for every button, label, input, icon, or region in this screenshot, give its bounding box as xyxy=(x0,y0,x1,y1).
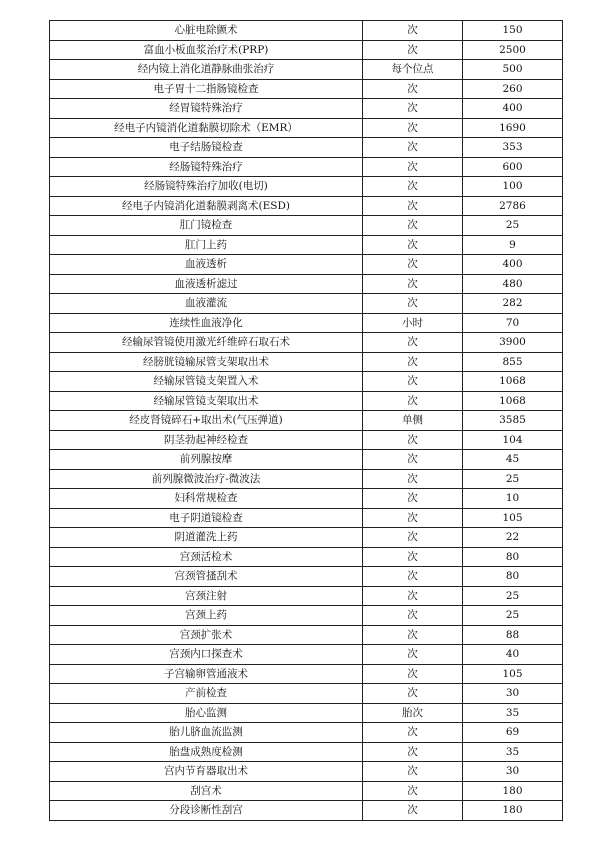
item-name-cell: 胎儿脐血流监测 xyxy=(50,723,363,743)
item-name-cell: 胎盘成熟度检测 xyxy=(50,742,363,762)
table-row xyxy=(50,625,563,645)
table-row xyxy=(50,723,563,743)
item-name-cell: 产前检查 xyxy=(50,684,363,704)
unit-cell: 次 xyxy=(363,21,463,41)
price-cell: 45 xyxy=(463,450,563,470)
table-row xyxy=(50,684,563,704)
unit-cell: 每个位点 xyxy=(363,60,463,80)
price-cell: 105 xyxy=(463,508,563,528)
item-name-cell: 阴道灌洗上药 xyxy=(50,528,363,548)
item-name-cell: 经输尿管镜使用激光纤维碎石取石术 xyxy=(50,333,363,353)
unit-cell: 单侧 xyxy=(363,411,463,431)
unit-cell: 次 xyxy=(363,99,463,119)
item-name-cell: 前列腺按摩 xyxy=(50,450,363,470)
price-cell: 9 xyxy=(463,235,563,255)
item-name-cell: 胎心监测 xyxy=(50,703,363,723)
item-name-cell: 心脏电除颤术 xyxy=(50,21,363,41)
unit-cell: 次 xyxy=(363,430,463,450)
price-cell: 400 xyxy=(463,255,563,275)
item-name-cell: 经胃镜特殊治疗 xyxy=(50,99,363,119)
price-cell: 25 xyxy=(463,469,563,489)
table-row xyxy=(50,274,563,294)
table-row xyxy=(50,138,563,158)
table-row xyxy=(50,645,563,665)
table-row xyxy=(50,430,563,450)
price-cell: 3585 xyxy=(463,411,563,431)
item-name-cell: 宫内节育器取出术 xyxy=(50,762,363,782)
table-row xyxy=(50,547,563,567)
item-name-cell: 电子结肠镜检查 xyxy=(50,138,363,158)
unit-cell: 次 xyxy=(363,801,463,821)
table-row xyxy=(50,801,563,821)
unit-cell: 次 xyxy=(363,157,463,177)
item-name-cell: 分段诊断性刮宫 xyxy=(50,801,363,821)
table-row xyxy=(50,40,563,60)
price-cell: 105 xyxy=(463,664,563,684)
table-row xyxy=(50,781,563,801)
table-row xyxy=(50,586,563,606)
table-row xyxy=(50,177,563,197)
price-cell: 30 xyxy=(463,684,563,704)
unit-cell: 次 xyxy=(363,489,463,509)
unit-cell: 次 xyxy=(363,781,463,801)
item-name-cell: 经电子内镜消化道黏膜切除术（EMR） xyxy=(50,118,363,138)
item-name-cell: 宫颈扩张术 xyxy=(50,625,363,645)
table-row xyxy=(50,255,563,275)
price-cell: 2500 xyxy=(463,40,563,60)
table-row xyxy=(50,216,563,236)
item-name-cell: 经内镜上消化道静脉曲张治疗 xyxy=(50,60,363,80)
price-cell: 282 xyxy=(463,294,563,314)
unit-cell: 次 xyxy=(363,547,463,567)
price-cell: 30 xyxy=(463,762,563,782)
unit-cell: 次 xyxy=(363,723,463,743)
price-cell: 100 xyxy=(463,177,563,197)
table-row xyxy=(50,528,563,548)
table-row xyxy=(50,118,563,138)
price-cell: 1068 xyxy=(463,391,563,411)
price-cell: 150 xyxy=(463,21,563,41)
unit-cell: 次 xyxy=(363,196,463,216)
price-cell: 10 xyxy=(463,489,563,509)
table-row xyxy=(50,742,563,762)
table-row xyxy=(50,664,563,684)
table-row xyxy=(50,333,563,353)
table-row xyxy=(50,450,563,470)
price-cell: 104 xyxy=(463,430,563,450)
price-cell: 25 xyxy=(463,606,563,626)
unit-cell: 次 xyxy=(363,645,463,665)
price-cell: 2786 xyxy=(463,196,563,216)
unit-cell: 次 xyxy=(363,625,463,645)
table-row xyxy=(50,79,563,99)
unit-cell: 次 xyxy=(363,372,463,392)
price-cell: 600 xyxy=(463,157,563,177)
table-row xyxy=(50,294,563,314)
unit-cell: 次 xyxy=(363,294,463,314)
table-row xyxy=(50,508,563,528)
price-cell: 69 xyxy=(463,723,563,743)
item-name-cell: 宫颈管搔刮术 xyxy=(50,567,363,587)
unit-cell: 次 xyxy=(363,664,463,684)
price-cell: 480 xyxy=(463,274,563,294)
item-name-cell: 经电子内镜消化道黏膜剥离术(ESD) xyxy=(50,196,363,216)
table-row xyxy=(50,235,563,255)
item-name-cell: 经肠镜特殊治疗加收(电切) xyxy=(50,177,363,197)
table-row xyxy=(50,21,563,41)
price-cell: 260 xyxy=(463,79,563,99)
unit-cell: 次 xyxy=(363,684,463,704)
item-name-cell: 富血小板血浆治疗术(PRP) xyxy=(50,40,363,60)
unit-cell: 次 xyxy=(363,40,463,60)
unit-cell: 次 xyxy=(363,235,463,255)
item-name-cell: 血液透析 xyxy=(50,255,363,275)
table-row xyxy=(50,157,563,177)
price-cell: 80 xyxy=(463,567,563,587)
unit-cell: 次 xyxy=(363,391,463,411)
fee-table-body xyxy=(50,21,563,821)
unit-cell: 次 xyxy=(363,333,463,353)
item-name-cell: 经肠镜特殊治疗 xyxy=(50,157,363,177)
price-cell: 25 xyxy=(463,586,563,606)
item-name-cell: 经输尿管镜支架置入术 xyxy=(50,372,363,392)
unit-cell: 次 xyxy=(363,586,463,606)
table-row xyxy=(50,372,563,392)
item-name-cell: 血液透析滤过 xyxy=(50,274,363,294)
item-name-cell: 宫颈上药 xyxy=(50,606,363,626)
price-cell: 855 xyxy=(463,352,563,372)
price-cell: 1068 xyxy=(463,372,563,392)
price-cell: 70 xyxy=(463,313,563,333)
table-row xyxy=(50,196,563,216)
fee-table xyxy=(49,20,563,821)
table-row xyxy=(50,391,563,411)
unit-cell: 次 xyxy=(363,79,463,99)
price-cell: 35 xyxy=(463,703,563,723)
unit-cell: 次 xyxy=(363,742,463,762)
item-name-cell: 刮宫术 xyxy=(50,781,363,801)
price-cell: 3900 xyxy=(463,333,563,353)
unit-cell: 次 xyxy=(363,177,463,197)
item-name-cell: 肛门镜检查 xyxy=(50,216,363,236)
item-name-cell: 经膀胱镜输尿管支架取出术 xyxy=(50,352,363,372)
unit-cell: 次 xyxy=(363,508,463,528)
item-name-cell: 经输尿管镜支架取出术 xyxy=(50,391,363,411)
item-name-cell: 经皮肾镜碎石+取出术(气压弹道) xyxy=(50,411,363,431)
unit-cell: 次 xyxy=(363,118,463,138)
unit-cell: 次 xyxy=(363,255,463,275)
unit-cell: 次 xyxy=(363,216,463,236)
unit-cell: 胎次 xyxy=(363,703,463,723)
unit-cell: 次 xyxy=(363,450,463,470)
unit-cell: 次 xyxy=(363,762,463,782)
item-name-cell: 宫颈内口探查术 xyxy=(50,645,363,665)
item-name-cell: 宫颈注射 xyxy=(50,586,363,606)
unit-cell: 次 xyxy=(363,138,463,158)
item-name-cell: 肛门上药 xyxy=(50,235,363,255)
unit-cell: 小时 xyxy=(363,313,463,333)
unit-cell: 次 xyxy=(363,528,463,548)
table-row xyxy=(50,762,563,782)
price-cell: 88 xyxy=(463,625,563,645)
item-name-cell: 宫颈活检术 xyxy=(50,547,363,567)
table-row xyxy=(50,469,563,489)
price-cell: 353 xyxy=(463,138,563,158)
table-row xyxy=(50,606,563,626)
price-cell: 500 xyxy=(463,60,563,80)
unit-cell: 次 xyxy=(363,567,463,587)
item-name-cell: 连续性血液净化 xyxy=(50,313,363,333)
unit-cell: 次 xyxy=(363,274,463,294)
item-name-cell: 阴茎勃起神经检查 xyxy=(50,430,363,450)
item-name-cell: 子宫输卵管通液术 xyxy=(50,664,363,684)
table-row xyxy=(50,60,563,80)
price-cell: 180 xyxy=(463,801,563,821)
price-cell: 35 xyxy=(463,742,563,762)
price-cell: 180 xyxy=(463,781,563,801)
item-name-cell: 妇科常规检查 xyxy=(50,489,363,509)
price-cell: 40 xyxy=(463,645,563,665)
table-row xyxy=(50,99,563,119)
price-cell: 22 xyxy=(463,528,563,548)
unit-cell: 次 xyxy=(363,352,463,372)
table-row xyxy=(50,411,563,431)
price-cell: 25 xyxy=(463,216,563,236)
unit-cell: 次 xyxy=(363,606,463,626)
table-row xyxy=(50,489,563,509)
price-cell: 400 xyxy=(463,99,563,119)
table-row xyxy=(50,313,563,333)
table-row xyxy=(50,703,563,723)
table-row xyxy=(50,352,563,372)
item-name-cell: 电子胃十二指肠镜检查 xyxy=(50,79,363,99)
item-name-cell: 血液灌流 xyxy=(50,294,363,314)
table-row xyxy=(50,567,563,587)
price-cell: 1690 xyxy=(463,118,563,138)
item-name-cell: 电子阴道镜检查 xyxy=(50,508,363,528)
price-cell: 80 xyxy=(463,547,563,567)
unit-cell: 次 xyxy=(363,469,463,489)
item-name-cell: 前列腺微波治疗-微波法 xyxy=(50,469,363,489)
